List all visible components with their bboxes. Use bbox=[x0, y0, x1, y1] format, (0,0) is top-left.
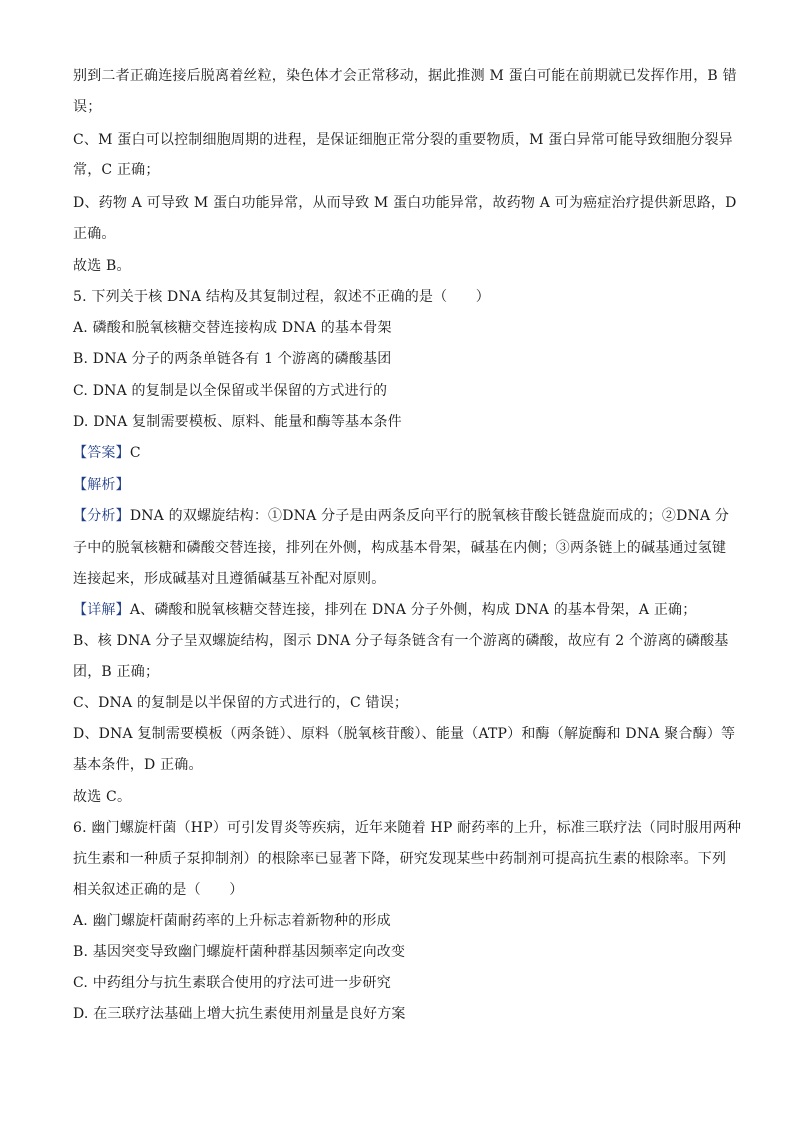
fenxi-tag: 【分析】 bbox=[73, 508, 130, 524]
question-6-option-d: D. 在三联疗法基础上增大抗生素使用剂量是良好方案 bbox=[73, 1006, 406, 1022]
analysis-heading bbox=[73, 475, 130, 495]
question-5-option-a: A. 磷酸和脱氧核糖交替连接构成 DNA 的基本骨架 bbox=[73, 320, 392, 336]
text-line: 故选 B。 bbox=[73, 258, 131, 274]
xiangjie-tag: 【详解】 bbox=[73, 602, 130, 618]
answer-value: C bbox=[129, 445, 141, 461]
text-line: B、核 DNA 分子呈双螺旋结构，图示 DNA 分子每条链含有一个游离的磷酸，故应有 2 个游离的磷酸基 bbox=[73, 633, 729, 649]
text-line: 基本条件，D 正确。 bbox=[73, 757, 203, 773]
xiangjie-line bbox=[73, 600, 696, 620]
text-line: 连接起来，形成碱基对且遵循碱基互补配对原则。 bbox=[73, 571, 386, 587]
text-line: C、DNA 的复制是以半保留的方式进行的，C 错误； bbox=[73, 695, 409, 711]
text-line: D、DNA 复制需要模板（两条链）、原料（脱氧核苷酸）、能量（ATP）和酶（解旋酶和 DNA 聚合酶）等 bbox=[73, 726, 736, 742]
text-line: 团，B 正确； bbox=[73, 664, 160, 680]
question-6-option-a: A. 幽门螺旋杆菌耐药率的上升标志着新物种的形成 bbox=[73, 913, 391, 929]
question-5-option-b: B. DNA 分子的两条单链各有 1 个游离的磷酸基团 bbox=[73, 351, 392, 367]
text-line: 常，C 正确； bbox=[73, 162, 160, 178]
fenxi-line bbox=[73, 506, 729, 526]
xiangjie-text: A、磷酸和脱氧核糖交替连接，排列在 DNA 分子外侧，构成 DNA 的基本骨架，A 正确； bbox=[129, 602, 697, 618]
question-5-stem: 5. 下列关于核 DNA 结构及其复制过程，叙述不正确的是（ ） bbox=[73, 289, 490, 305]
answer-tag: 【答案】 bbox=[73, 445, 130, 461]
text-line: 故选 C。 bbox=[73, 789, 132, 805]
fenxi-text: DNA 的双螺旋结构：①DNA 分子是由两条反向平行的脱氧核苷酸长链盘旋而成的；②DNA 分 bbox=[129, 508, 730, 524]
question-6-option-c: C. 中药组分与抗生素联合使用的疗法可进一步研究 bbox=[73, 975, 391, 991]
question-6-stem: 6. 幽门螺旋杆菌（HP）可引发胃炎等疾病，近年来随着 HP 耐药率的上升，标准三联疗法（同时服用两种 bbox=[73, 820, 742, 836]
question-5-option-c: C. DNA 的复制是以全保留或半保留的方式进行的 bbox=[73, 383, 388, 399]
text-line: 子中的脱氧核糖和磷酸交替连接，排列在外侧，构成基本骨架，碱基在内侧；③两条链上的碱基通过氢键 bbox=[73, 540, 727, 556]
text-line: D、药物 A 可导致 M 蛋白功能异常，从而导致 M 蛋白功能异常，故药物 A 可为癌症治疗提供新思路，D bbox=[73, 195, 737, 211]
answer-line bbox=[73, 443, 141, 463]
text-line: 别到二者正确连接后脱离着丝粒，染色体才会正常移动，据此推测 M 蛋白可能在前期就已发挥作用，B 错 bbox=[73, 68, 737, 84]
text-line: 正确。 bbox=[73, 226, 116, 242]
text-line: 误； bbox=[73, 99, 102, 115]
question-5-option-d: D. DNA 复制需要模板、原料、能量和酶等基本条件 bbox=[73, 414, 402, 430]
text-line: 抗生素和一种质子泵抑制剂）的根除率已显著下降，研究发现某些中药制剂可提高抗生素的根除率。下列 bbox=[73, 851, 727, 867]
question-6-option-b: B. 基因突变导致幽门螺旋杆菌种群基因频率定向改变 bbox=[73, 944, 406, 960]
analysis-tag: 【解析】 bbox=[73, 477, 130, 493]
text-line: C、M 蛋白可以控制细胞周期的进程，是保证细胞正常分裂的重要物质，M 蛋白异常可能导致细胞分裂异 bbox=[73, 132, 733, 148]
text-line: 相关叙述正确的是（ ） bbox=[73, 882, 244, 898]
